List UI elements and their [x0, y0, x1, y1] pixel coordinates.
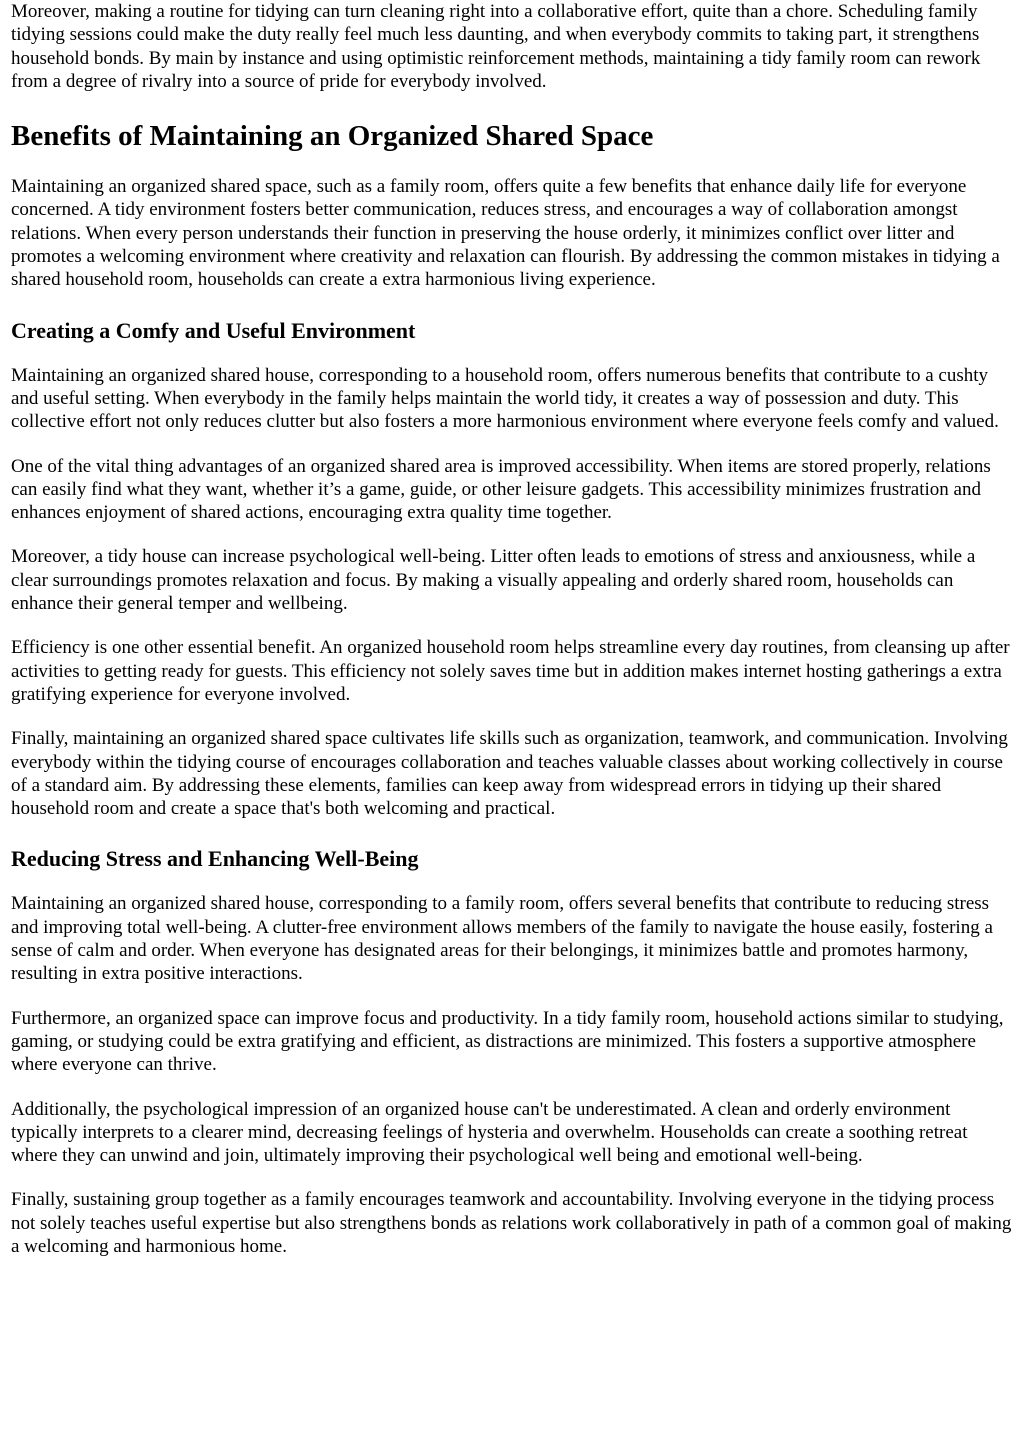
intro-paragraph: Moreover, making a routine for tidying can turn cleaning right into a collaborative effort, quite than a chore. Scheduling family tidying sessions could make the duty really feel much less daunting, and when everybody commits to taking part, it strengthens household bonds. By main by instance and using optimistic reinforcement methods, maintaining a tidy family room can rework from a degree of rivalry into a source of pride for everybody involved. — [11, 1, 981, 92]
reducing-stress-heading: Reducing Stress and Enhancing Well-Being — [11, 846, 419, 872]
stress-paragraph-4: Finally, sustaining group together as a family encourages teamwork and accountability. Involving everyone in the tidying process not solely teaches useful expertise but also strengthens bonds as relations work collaboratively in path of a common goal of making a welcoming and harmonious home. — [11, 1189, 1012, 1257]
comfy-paragraph-3: Moreover, a tidy house can increase psychological well-being. Litter often leads to emotions of stress and anxiousness, while a clear surroundings promotes relaxation and focus. By making a visually appealing and orderly shared room, households can enhance their general temper and wellbeing. — [11, 546, 976, 615]
stress-paragraph-3: Additionally, the psychological impression of an organized house can't be underestimated. A clean and orderly environment typically interprets to a clearer mind, decreasing feelings of hysteria and overwhelm. Households can create a soothing retreat where they can unwind and join, ultimately improving their psychological well being and emotional well-being. — [11, 1098, 968, 1167]
stress-paragraph-2: Furthermore, an organized space can improve focus and productivity. In a tidy family room, household actions similar to studying, gaming, or studying could be extra gratifying and efficient, as distractions are minimized. This fosters a supportive atmosphere where everyone can thrive. — [11, 1007, 1004, 1076]
stress-paragraph-1: Maintaining an organized shared house, corresponding to a family room, offers several benefits that contribute to reducing stress and improving total well-being. A clutter-free environment allows members of the family to navigate the house easily, fostering a sense of calm and order. When everyone has designated areas for their belongings, it minimizes battle and promotes harmony, resulting in extra positive interactions. — [11, 893, 993, 985]
comfy-environment-heading: Creating a Comfy and Useful Environment — [11, 317, 416, 343]
comfy-paragraph-4: Efficiency is one other essential benefit. An organized household room helps streamline every day routines, from cleansing up after activities to getting ready for guests. This efficiency not solely saves time but in addition makes internet hosting gatherings a extra gratifying experience for everyone involved. — [11, 637, 1010, 705]
comfy-paragraph-2: One of the vital thing advantages of an organized shared area is improved accessibility. When items are stored properly, relations can easily find what they want, whether it’s a game, guide, or other leisure gadgets. This accessibility minimizes frustration and enhances enjoyment of shared actions, encouraging extra quality time together. — [11, 455, 991, 524]
comfy-paragraph-5: Finally, maintaining an organized shared space cultivates life skills such as organization, teamwork, and communication. Involving everybody within the tidying course of encourages collaboration and teaches valuable classes about working collectively in course of a standard aim. By addressing these elements, families can keep away from widespread errors in tidying up their shared household room and create a space that's both welcoming and practical. — [11, 728, 1008, 820]
benefits-heading: Benefits of Maintaining an Organized Shared Space — [11, 120, 654, 153]
benefits-paragraph: Maintaining an organized shared space, such as a family room, offers quite a few benefits that enhance daily life for everyone concerned. A tidy environment fosters better communication, reduces stress, and encourages a way of collaboration amongst relations. When every person understands their function in preserving the house orderly, it minimizes conflict over litter and promotes a welcoming environment where creativity and relaxation can flourish. By addressing the common mistakes in tidying a shared household room, households can create a extra harmonious living experience. — [11, 176, 1000, 291]
comfy-paragraph-1: Maintaining an organized shared house, corresponding to a household room, offers numerous benefits that contribute to a cushty and useful setting. When everybody in the family helps maintain the world tidy, it creates a way of possession and duty. This collective effort not only reduces clutter but also fosters a more harmonious environment where everyone feels comfy and valued. — [11, 364, 999, 433]
